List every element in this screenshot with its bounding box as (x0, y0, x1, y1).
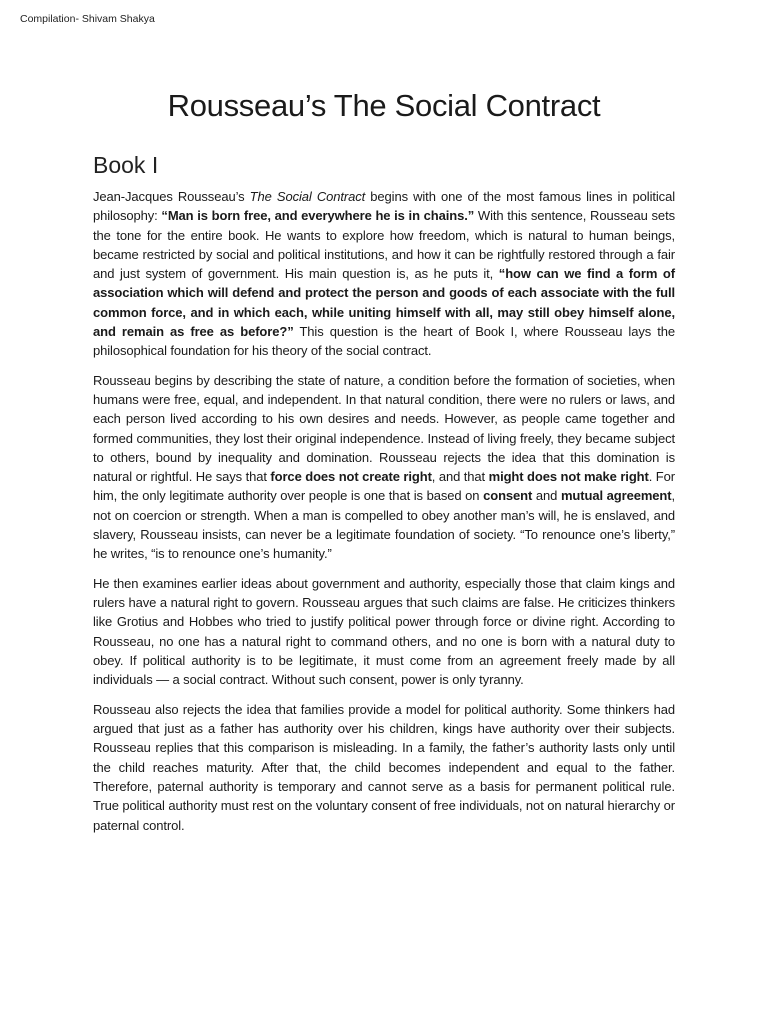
text-run: and (532, 488, 561, 504)
text-run: , not on coercion or strength. When a man is compelled to obey another man’s will, he is enslaved, and slavery, Rousseau insists, can never be a legitimate foundation of society. “To renounce one’s liberty,” he writes, “is to renounce one’s humanity.” (93, 488, 676, 562)
compilation-credit: Compilation- Shivam Shakya (20, 13, 155, 25)
paragraph-1 (93, 187, 675, 361)
famous-quote: “Man is born free, and everywhere he is in chains.” (161, 208, 475, 224)
paragraph-3: He then examines earlier ideas about government and authority, especially those that claim kings and rulers have a natural right to govern. Rousseau argues that such claims are false. He criticizes thinkers like Grotius and Hobbes who tried to justify political power through force or divine right. According to Rousseau, no one has a natural right to command others, and no one is born with a natural duty to obey. If political authority is to be legitimate, it must come from an agreement freely made by all individuals — a social contract. Without such consent, power is only tyranny. (93, 575, 675, 688)
text-run: Jean-Jacques Rousseau’s (93, 189, 250, 204)
emphasis-bold: force does not create right (270, 469, 432, 485)
text-run: . For him, the only legitimate authority over people is one that is based on (93, 469, 675, 504)
section-heading: Book I (93, 152, 159, 178)
emphasis-bold: might does not make right (488, 469, 649, 485)
paragraph-4: Rousseau also rejects the idea that families provide a model for political authority. Some thinkers had argued that just as a father has authority over his children, kings have authority over their subjects. Rousseau replies that this comparison is misleading. In a family, the father’s authority lasts only until the child reaches maturity. After that, the child becomes independent and equal to the father. Therefore, paternal authority is temporary and cannot serve as a basis for permanent political rule. True political authority must rest on the voluntary consent of free individuals, not on natural hierarchy or paternal control. (93, 701, 675, 833)
page-title: Rousseau’s The Social Contract (167, 88, 601, 123)
main-question-quote: “how can we find a form of association which will defend and protect the person and goods of each associate with the full common force, and in which each, while uniting himself with all, may still obey himself alone, and remain as free as before?” (93, 266, 675, 340)
text-run: With this sentence, Rousseau sets the tone for the entire book. He wants to explore how freedom, which is natural to human beings, became restricted by social and political institutions, and how it can be rightfully restored through a fair and just system of government. His main question is, as he puts it, (93, 208, 675, 282)
emphasis-bold: consent (483, 488, 533, 504)
book-title-italic: The Social Contract (249, 189, 366, 204)
text-run: begins with one of the most famous lines in political philosophy: (93, 189, 675, 224)
text-run: Rousseau begins by describing the state of nature, a condition before the formation of societies, when humans were free, equal, and independent. In that natural condition, there were no rulers or laws, and each person lived according to his own desires and needs. However, as people came together and formed communities, they lost their original independence. Instead of living freely, they became subject to others, bound by inequality and domination. Rousseau rejects the idea that this domination is natural or rightful. He says that (93, 372, 675, 485)
text-run: , and that (431, 469, 489, 485)
text-run: This question is the heart of Book I, where Rousseau lays the philosophical foundation for his theory of the social contract. (93, 324, 675, 359)
document-body (93, 187, 675, 845)
emphasis-bold: mutual agreement (560, 488, 672, 504)
paragraph-2 (93, 371, 675, 564)
